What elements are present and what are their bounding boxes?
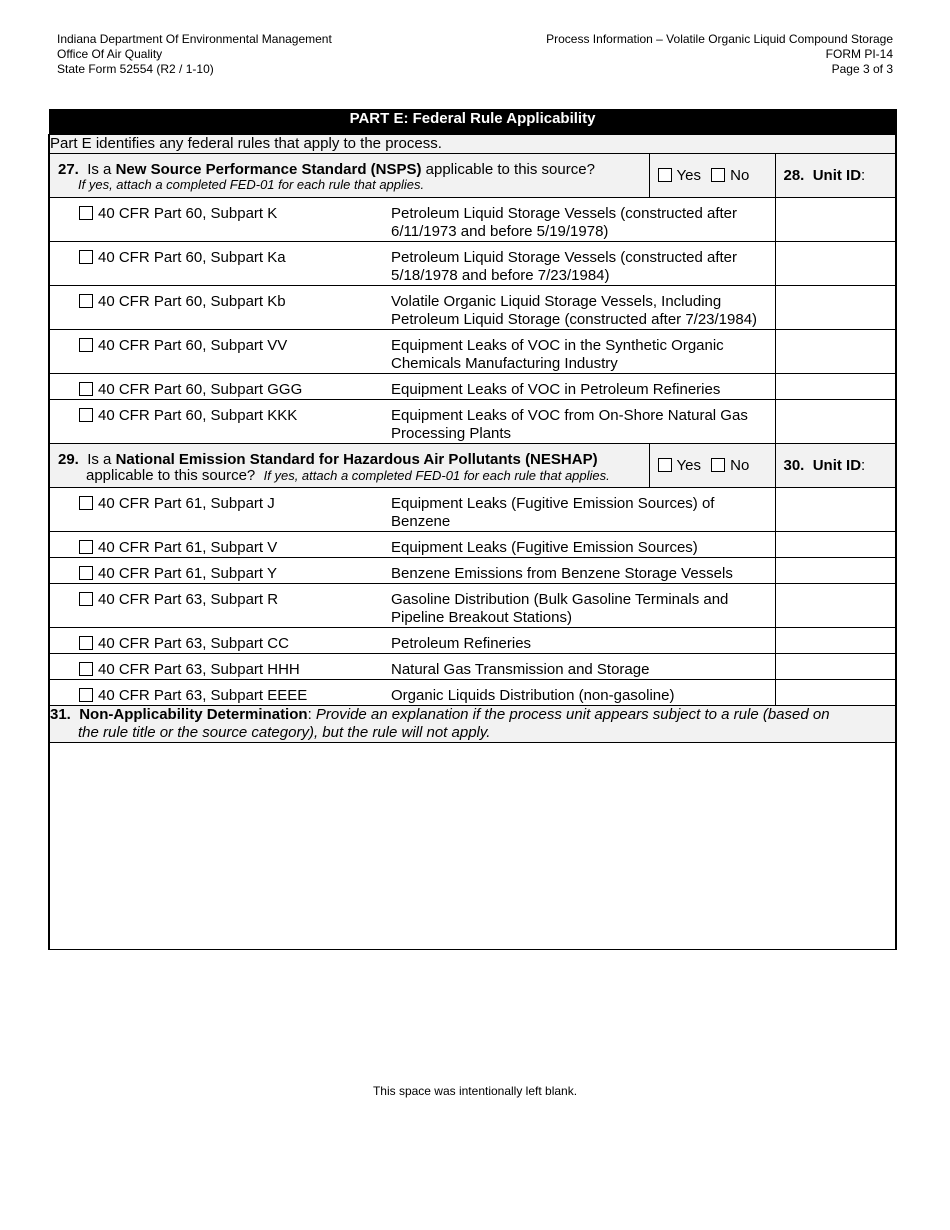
neshap-unit-id-field[interactable] xyxy=(775,628,896,654)
nsps-rule-checkbox[interactable] xyxy=(79,338,93,352)
neshap-rule-cell xyxy=(49,584,385,628)
neshap-rule-row xyxy=(49,584,896,628)
q30-unit-id-header: 30. Unit ID: xyxy=(775,444,896,488)
neshap-rule-description: Petroleum Refineries xyxy=(385,628,775,654)
nsps-rule-row xyxy=(49,242,896,286)
neshap-rule-description: Benzene Emissions from Benzene Storage Vessels xyxy=(385,558,775,584)
question-29-row xyxy=(49,444,896,488)
neshap-unit-id-field[interactable] xyxy=(775,680,896,706)
nsps-unit-id-field[interactable] xyxy=(775,330,896,374)
neshap-rule-row xyxy=(49,558,896,584)
header-page-number: Page 3 of 3 xyxy=(831,62,893,76)
question-29 xyxy=(49,444,649,488)
neshap-rule-cell xyxy=(49,654,385,680)
neshap-rule-description: Organic Liquids Distribution (non-gasoline) xyxy=(385,680,775,706)
q27-no-checkbox[interactable] xyxy=(711,168,725,182)
header-right xyxy=(546,32,893,77)
neshap-rule-label: 40 CFR Part 63, Subpart R xyxy=(98,591,279,608)
neshap-rule-cell xyxy=(49,628,385,654)
neshap-rule-row xyxy=(49,628,896,654)
neshap-rule-checkbox[interactable] xyxy=(79,688,93,702)
header-state-form: State Form 52554 (R2 / 1-10) xyxy=(57,62,214,76)
nsps-unit-id-field[interactable] xyxy=(775,400,896,444)
nsps-rule-cell xyxy=(49,330,385,374)
nsps-unit-id-field[interactable] xyxy=(775,286,896,330)
question-31: 31. Non-Applicability Determination: Provide an explanation if the process unit appears subject to a rule (based on the rule title or the source category), but the rule will not apply. xyxy=(49,706,896,743)
q29-number: 29. xyxy=(58,451,79,468)
q31-number: 31. xyxy=(50,706,71,723)
q27-yes-checkbox[interactable] xyxy=(658,168,672,182)
neshap-rule-checkbox[interactable] xyxy=(79,662,93,676)
nsps-rule-row xyxy=(49,374,896,400)
q27-yes-label: Yes xyxy=(676,167,701,184)
neshap-rule-checkbox[interactable] xyxy=(79,592,93,606)
nsps-rule-cell xyxy=(49,198,385,242)
neshap-rule-cell xyxy=(49,532,385,558)
q27-no-label: No xyxy=(730,167,750,184)
header-form-number: FORM PI-14 xyxy=(825,47,893,61)
neshap-rule-label: 40 CFR Part 61, Subpart Y xyxy=(98,565,277,582)
neshap-unit-id-field[interactable] xyxy=(775,584,896,628)
q29-yes-checkbox[interactable] xyxy=(658,458,672,472)
nsps-rule-description: Equipment Leaks of VOC in Petroleum Refineries xyxy=(385,374,775,400)
q28-label: Unit ID xyxy=(812,167,862,184)
neshap-rule-cell xyxy=(49,558,385,584)
nsps-unit-id-field[interactable] xyxy=(775,374,896,400)
nsps-unit-id-field[interactable] xyxy=(775,242,896,286)
q31-instruction-2: the rule title or the source category), but the rule will not apply. xyxy=(78,724,491,741)
nsps-rule-description: Equipment Leaks of VOC in the Synthetic Organic Chemicals Manufacturing Industry xyxy=(385,330,775,374)
nsps-rule-checkbox[interactable] xyxy=(79,408,93,422)
neshap-unit-id-field[interactable] xyxy=(775,558,896,584)
neshap-rule-label: 40 CFR Part 61, Subpart V xyxy=(98,539,278,556)
question-31-row xyxy=(49,706,896,743)
q27-number: 27. xyxy=(58,161,79,178)
neshap-rule-label: 40 CFR Part 61, Subpart J xyxy=(98,495,275,512)
q29-yes-no xyxy=(649,444,775,488)
nsps-rule-label: 40 CFR Part 60, Subpart VV xyxy=(98,337,288,354)
nsps-rule-cell xyxy=(49,286,385,330)
nsps-rule-row xyxy=(49,198,896,242)
neshap-rule-checkbox[interactable] xyxy=(79,496,93,510)
nsps-rule-checkbox[interactable] xyxy=(79,294,93,308)
nsps-rule-row xyxy=(49,400,896,444)
neshap-rule-row xyxy=(49,654,896,680)
q29-no-label: No xyxy=(730,457,750,474)
q27-instruction: If yes, attach a completed FED-01 for each rule that applies. xyxy=(78,177,425,192)
nsps-rule-checkbox[interactable] xyxy=(79,250,93,264)
nsps-rule-description: Petroleum Liquid Storage Vessels (constructed after 5/18/1978 and before 7/23/1984) xyxy=(385,242,775,286)
neshap-rule-cell xyxy=(49,488,385,532)
nsps-rule-description: Equipment Leaks of VOC from On-Shore Natural Gas Processing Plants xyxy=(385,400,775,444)
neshap-rule-label: 40 CFR Part 63, Subpart CC xyxy=(98,635,289,652)
neshap-rule-description: Gasoline Distribution (Bulk Gasoline Terminals and Pipeline Breakout Stations) xyxy=(385,584,775,628)
header-form-title: Process Information – Volatile Organic Liquid Compound Storage xyxy=(546,32,893,46)
federal-rule-table xyxy=(48,109,897,950)
q29-pre: Is a xyxy=(87,451,116,468)
nsps-rule-row xyxy=(49,330,896,374)
q28-unit-id-header: 28. Unit ID: xyxy=(775,154,896,198)
nsps-rule-checkbox[interactable] xyxy=(79,206,93,220)
q29-no-checkbox[interactable] xyxy=(711,458,725,472)
neshap-rule-checkbox[interactable] xyxy=(79,636,93,650)
nsps-rule-label: 40 CFR Part 60, Subpart GGG xyxy=(98,381,303,398)
nsps-rule-cell xyxy=(49,374,385,400)
nsps-rule-description: Petroleum Liquid Storage Vessels (constructed after 6/11/1973 and before 5/19/1978) xyxy=(385,198,775,242)
q27-bold: New Source Performance Standard (NSPS) xyxy=(115,161,422,178)
nsps-rule-cell xyxy=(49,242,385,286)
part-title: PART E: Federal Rule Applicability xyxy=(49,110,896,135)
nsps-rule-checkbox[interactable] xyxy=(79,382,93,396)
neshap-rule-description: Equipment Leaks (Fugitive Emission Sources) xyxy=(385,532,775,558)
q30-number: 30. xyxy=(783,457,805,474)
nsps-rule-description: Volatile Organic Liquid Storage Vessels, Including Petroleum Liquid Storage (constructed after 7/23/1984) xyxy=(385,286,775,330)
q31-bold: Non-Applicability Determination xyxy=(79,706,308,723)
header-agency: Indiana Department Of Environmental Management xyxy=(57,32,332,46)
q29-line2: applicable to this source? xyxy=(86,467,256,484)
neshap-rule-label: 40 CFR Part 63, Subpart EEEE xyxy=(98,687,308,704)
q27-post: applicable to this source? xyxy=(421,161,595,178)
q29-yes-label: Yes xyxy=(676,457,701,474)
q29-bold: National Emission Standard for Hazardous Air Pollutants (NESHAP) xyxy=(115,451,598,468)
neshap-rule-checkbox[interactable] xyxy=(79,566,93,580)
neshap-rule-row xyxy=(49,488,896,532)
neshap-rule-description: Natural Gas Transmission and Storage xyxy=(385,654,775,680)
neshap-unit-id-field[interactable] xyxy=(775,488,896,532)
question-27-row xyxy=(49,154,896,198)
neshap-unit-id-field[interactable] xyxy=(775,654,896,680)
header-office: Office Of Air Quality xyxy=(57,47,163,61)
nsps-rule-label: 40 CFR Part 60, Subpart Ka xyxy=(98,249,286,266)
nsps-rule-label: 40 CFR Part 60, Subpart KKK xyxy=(98,407,298,424)
q28-number: 28. xyxy=(783,167,805,184)
header-left xyxy=(57,32,332,77)
nsps-rule-label: 40 CFR Part 60, Subpart K xyxy=(98,205,278,222)
question-27 xyxy=(49,154,649,198)
q29-instruction: If yes, attach a completed FED-01 for each rule that applies. xyxy=(263,468,610,483)
q27-pre: Is a xyxy=(87,161,116,178)
neshap-rule-checkbox[interactable] xyxy=(79,540,93,554)
intentionally-blank-note: This space was intentionally left blank. xyxy=(372,1084,578,1098)
nsps-rule-row xyxy=(49,286,896,330)
nsps-unit-id-field[interactable] xyxy=(775,198,896,242)
nsps-rule-cell xyxy=(49,400,385,444)
neshap-unit-id-field[interactable] xyxy=(775,532,896,558)
neshap-rule-label: 40 CFR Part 63, Subpart HHH xyxy=(98,661,300,678)
neshap-rule-description: Equipment Leaks (Fugitive Emission Sources) of Benzene xyxy=(385,488,775,532)
neshap-rule-cell xyxy=(49,680,385,706)
nsps-rule-label: 40 CFR Part 60, Subpart Kb xyxy=(98,293,286,310)
non-applicability-explanation-field[interactable] xyxy=(49,743,896,950)
neshap-rule-row xyxy=(49,680,896,706)
q27-yes-no xyxy=(649,154,775,198)
q30-label: Unit ID xyxy=(812,457,862,474)
q31-instruction-1: Provide an explanation if the process unit appears subject to a rule (based on xyxy=(311,706,830,723)
part-intro: Part E identifies any federal rules that apply to the process. xyxy=(49,135,896,154)
neshap-rule-row xyxy=(49,532,896,558)
